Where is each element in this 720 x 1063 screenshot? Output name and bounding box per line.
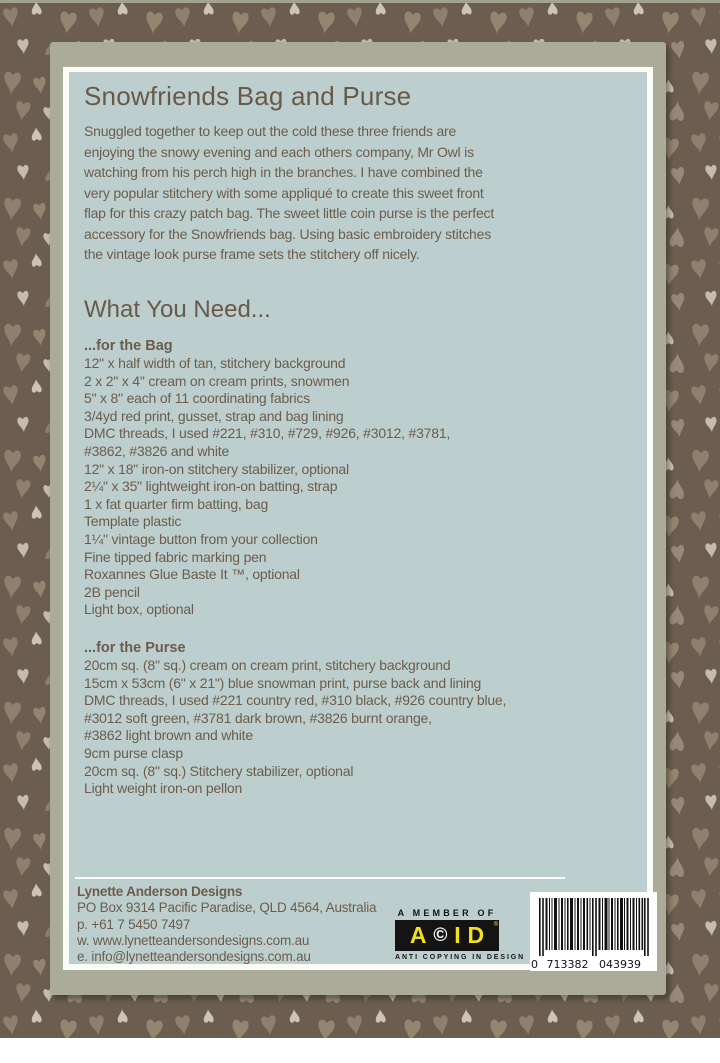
barcode-prefix-digit: 0 [531,958,538,971]
acid-tagline: ANTI COPYING IN DESIGN [395,954,526,961]
list-item: #3862, #3826 and white [84,442,230,459]
purse-requirements [84,639,506,798]
email-line: e. info@lynetteandersondesigns.com.au [77,949,311,965]
list-item: DMC threads, I used #221, #310, #729, #926, #3012, #3781, [84,425,451,442]
list-item: 2¼" x 35" lightweight iron-on batting, strap [84,478,338,495]
acid-letter-d: D [467,922,485,948]
barcode [530,892,657,971]
address-line: PO Box 9314 Pacific Paradise, QLD 4564, Australia [77,900,377,916]
footer-contact [77,884,376,965]
barcode-digits-group1: 713382 [546,958,589,971]
description-line: flap for this crazy patch bag. The sweet little coin purse is the perfect [84,205,495,221]
top-edge-strip [0,0,720,3]
bag-section-heading: ...for the Bag [84,338,173,354]
acid-member-text: A MEMBER OF [397,908,497,918]
list-item: 15cm x 53cm (6" x 21") blue snowman print, purse back and lining [84,674,482,691]
list-item: 2B pencil [84,583,140,600]
list-item: Template plastic [84,513,182,530]
acid-letter-a: A [409,922,427,948]
list-item: 5" x 8" each of 11 coordinating fabrics [84,390,311,407]
list-item: 12" x half width of tan, stitchery background [84,355,346,371]
list-item: Light weight iron-on pellon [84,780,243,797]
copyright-icon: © [433,925,448,946]
list-item: Light box, optional [84,601,194,618]
list-item: #3862 light brown and white [84,727,253,744]
list-item: 1 x fat quarter firm batting, bag [84,495,269,512]
what-you-need-heading: What You Need... [84,296,271,323]
list-item: 12" x 18" iron-on stitchery stabilizer, optional [84,460,349,477]
list-item: 20cm sq. (8" sq.) Stitchery stabilizer, optional [84,762,354,779]
acid-letter-i: I [454,922,461,948]
description-line: the vintage look purse frame sets the stitchery off nicely. [84,246,420,262]
purse-section-heading: ...for the Purse [84,640,186,656]
list-item: DMC threads, I used #221 country red, #310 black, #926 country blue, [84,692,507,709]
bottom-white-strip [0,1038,720,1063]
website-line: w. www.lynetteandersondesigns.com.au [77,932,310,948]
footer-divider [75,877,565,879]
info-panel [69,72,647,964]
list-item: Fine tipped fabric marking pen [84,548,267,565]
list-item: 20cm sq. (8" sq.) cream on cream print, stitchery background [84,657,451,673]
company-name: Lynette Anderson Designs [77,884,243,899]
list-item: #3012 soft green, #3781 dark brown, #3826 burnt orange, [84,709,432,726]
description [84,121,494,265]
purse-requirements-list [84,657,506,798]
acid-logo [395,908,526,961]
bag-requirements-list [84,355,450,619]
list-item: 9cm purse clasp [84,744,183,761]
description-line: very popular stitchery with some appliqué to create this sweet front [84,184,484,201]
white-mat [63,67,653,970]
registered-mark-icon: ® [493,922,498,928]
acid-logo-box [395,920,499,951]
list-item: Roxannes Glue Baste It ™, optional [84,566,300,583]
list-item: 2 x 2" x 4" cream on cream prints, snowmen [84,372,350,389]
description-line: Snuggled together to keep out the cold these three friends are [84,123,457,139]
page-title: Snowfriends Bag and Purse [84,81,412,111]
description-line: enjoying the snowy evening and each others company, Mr Owl is [84,143,474,160]
list-item: 3/4yd red print, gusset, strap and bag lining [84,407,344,424]
panel-frame [50,42,666,995]
phone-line: p. +61 7 5450 7497 [77,916,191,932]
bag-requirements [84,337,450,619]
description-line: watching from his perch high in the branches. I have combined the [84,164,483,180]
barcode-bars [530,892,657,971]
barcode-digits-group2: 043939 [599,958,641,971]
list-item: 1¼" vintage button from your collection [84,530,318,547]
description-line: accessory for the Snowfriends bag. Using basic embroidery stitches [84,225,491,242]
